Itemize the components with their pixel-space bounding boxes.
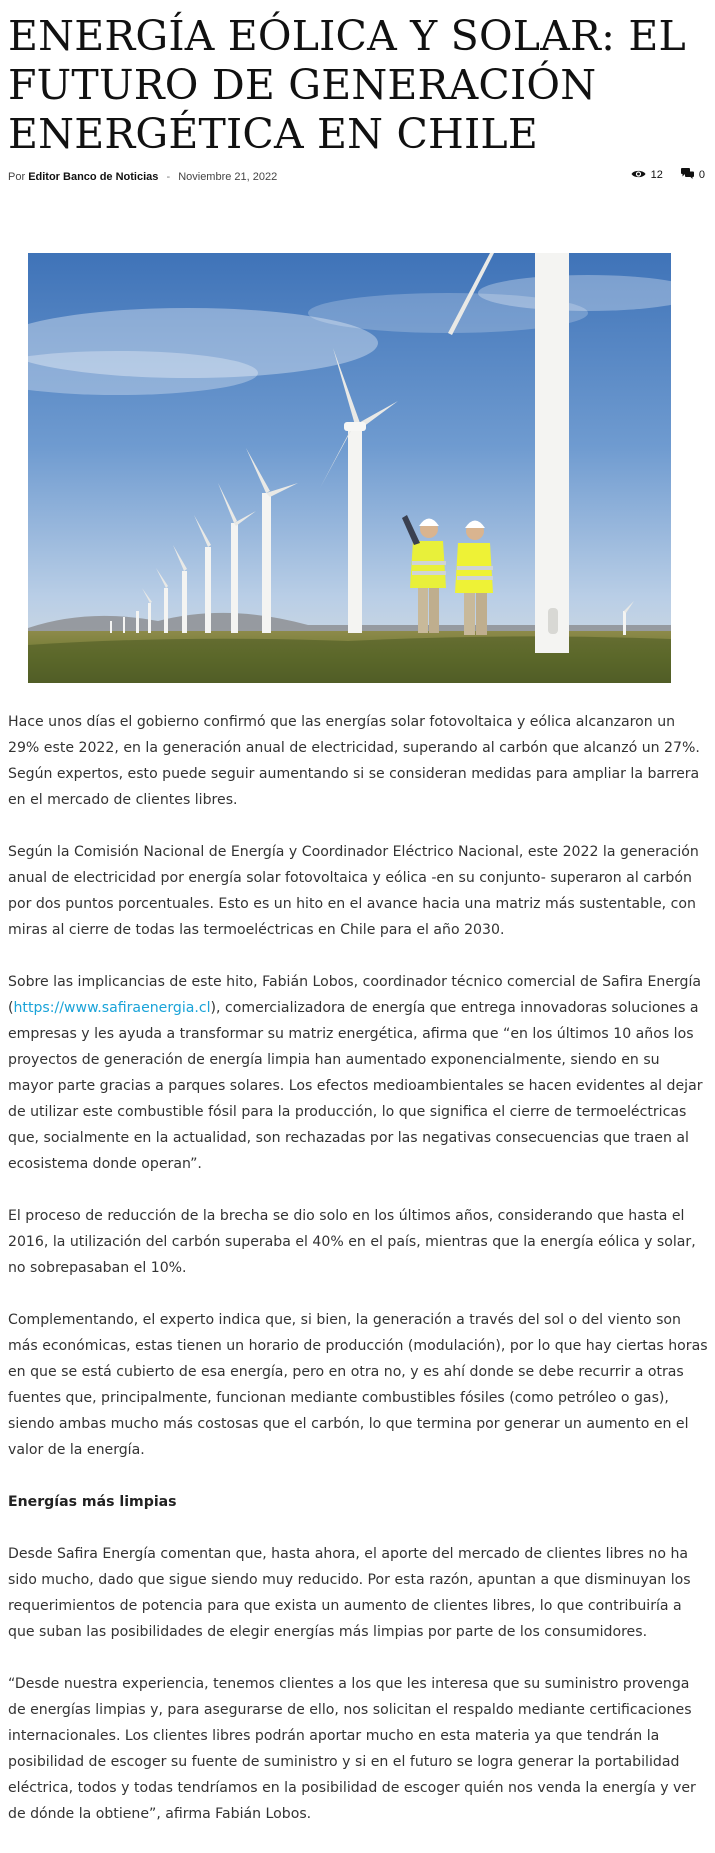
article-stats — [631, 168, 705, 182]
article-header — [8, 0, 705, 189]
comments-value: 0 — [698, 169, 705, 181]
article-body — [8, 709, 708, 1853]
eye-icon — [631, 169, 646, 182]
paragraph-3-end: ), comercializadora de energía que entrega innovadoras soluciones a empresas y les ayuda a transformar su matriz energética, afirma que “en los últimos 10 años los proyectos de generación de energía limpia han aumentado exponencialmente, siendo en su mayor parte gracias a parques solares. Los efectos medioambientales se hacen evidentes al dejar de utilizar este combustible fósil para la producción, lo que significa el cierre de termoeléctricas que, socialmente en la actualidad, son rechazadas por las negativas consecuencias que traen al ecosistema donde operan”. — [8, 1000, 703, 1172]
paragraph-3-start: Sobre las implicancias de este hito, Fabián Lobos, coordinador técnico comercial de Safira Energía ( — [8, 974, 702, 1016]
section-subheading: Energías más limpias — [8, 1494, 177, 1510]
meta-separator: - — [166, 171, 171, 183]
paragraph-4: El proceso de reducción de la brecha se dio solo en los últimos años, considerando que hasta el 2016, la utilización del carbón superaba el 40% en el país, mientras que la energía eólica y solar, no sobrepasaban el 10%. — [8, 1208, 696, 1276]
article-meta — [8, 167, 705, 189]
byline — [8, 171, 277, 183]
by-label: Por — [8, 171, 26, 183]
paragraph-6: Desde Safira Energía comentan que, hasta ahora, el aporte del mercado de clientes libres no ha sido mucho, dado que sigue siendo muy reducido. Por esta razón, apuntan a que disminuyan los requerimientos de potencia para que exista un aumento de clientes libres, lo que contribuiría a que suban las posibilidades de elegir energías más limpias por parte de los consumidores. — [8, 1546, 691, 1640]
featured-image — [28, 253, 671, 683]
author-link[interactable]: Editor Banco de Noticias — [28, 171, 159, 183]
paragraph-7: “Desde nuestra experiencia, tenemos clientes a los que les interesa que su suministro provenga de energías limpias y, para asegurarse de ello, nos solicitan el respaldo mediante certificaciones internacionales. Los clientes libres podrán aportar mucho en esta materia ya que tendrán la posibilidad de escoger su fuente de suministro y si en el futuro se logra generar la portabilidad eléctrica, todos y todas tendríamos en la posibilidad de escoger quién nos venda la energía y ver de dónde la obtiene”, afirma Fabián Lobos. — [8, 1676, 696, 1822]
paragraph-2: Según la Comisión Nacional de Energía y Coordinador Eléctrico Nacional, este 2022 la generación anual de electricidad por energía solar fotovoltaica y eólica -en su conjunto- superaron al carbón por dos puntos porcentuales. Esto es un hito en el avance hacia una matriz más sustentable, con miras al cierre de todas las termoeléctricas en Chile para el año 2030. — [8, 844, 699, 938]
publish-date: Noviembre 21, 2022 — [178, 171, 278, 183]
paragraph-5: Complementando, el experto indica que, si bien, la generación a través del sol o del viento son más económicas, estas tienen un horario de producción (modulación), por lo que hay ciertas horas en que se está cubierto de esa energía, pero en otra no, y es ahí donde se debe recurrir a otras fuentes que, principalmente, funcionan mediante combustibles fósiles (como petróleo o gas), siendo ambas mucho más costosas que el carbón, lo que termina por generar un aumento en el valor de la energía. — [8, 1312, 708, 1458]
safira-link[interactable]: https://www.safiraenergia.cl — [13, 1000, 211, 1016]
article-title: ENERGÍA EÓLICA Y SOLAR: EL FUTURO DE GENERACIÓN ENERGÉTICA EN CHILE — [8, 12, 686, 158]
views-value: 12 — [650, 169, 663, 181]
comment-icon — [681, 168, 694, 182]
paragraph-3 — [8, 969, 708, 1177]
paragraph-1: Hace unos días el gobierno confirmó que las energías solar fotovoltaica y eólica alcanzaron un 29% este 2022, en la generación anual de electricidad, superando al carbón que alcanzó un 27%. Según expertos, esto puede seguir aumentando si se consideran medidas para ampliar la barrera en el mercado de clientes libres. — [8, 714, 700, 808]
views-count — [631, 169, 663, 182]
comments-count[interactable] — [681, 168, 705, 182]
